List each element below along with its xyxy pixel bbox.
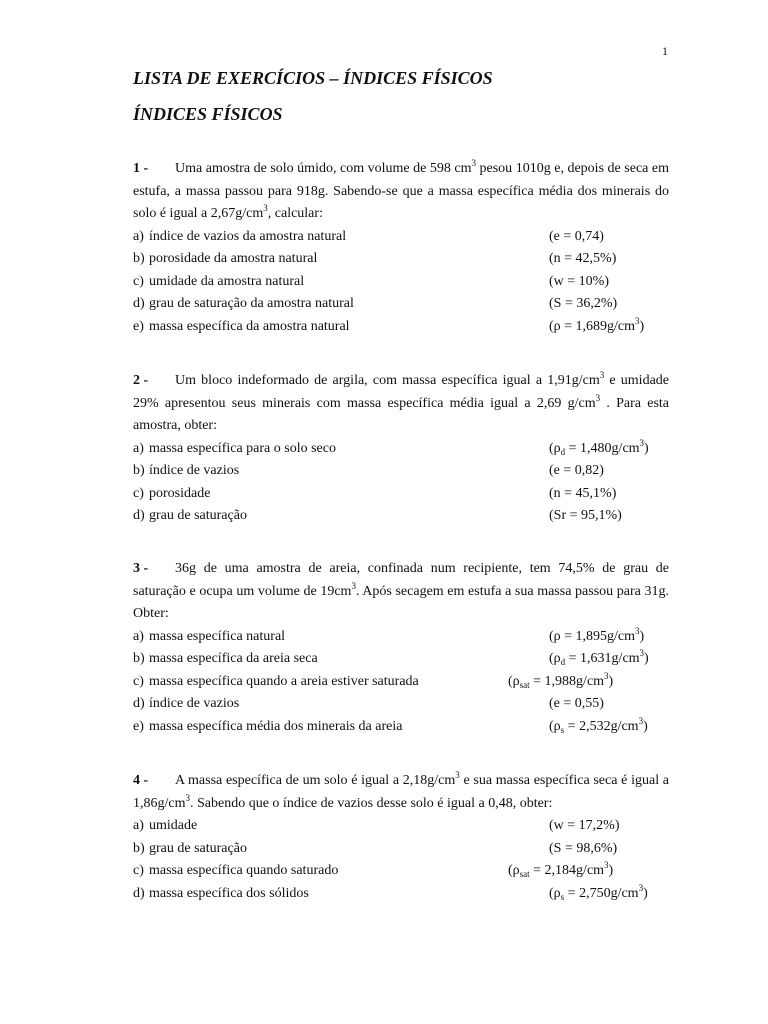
item-answer: $(\rho_{sat} = 2,184g/cm^3)$ — [508, 860, 614, 879]
item-text: porosidade — [149, 485, 211, 501]
item-answer: $(\rho = 1,895g/cm^3)$ — [549, 625, 645, 644]
question-item — [133, 483, 669, 506]
item-letter: e) — [133, 718, 144, 734]
question-item — [133, 838, 669, 861]
item-letter: b) — [133, 651, 145, 666]
item-letter: d) — [133, 696, 145, 711]
exercise-number: 4 - — [133, 773, 149, 788]
item-letter: d) — [133, 296, 145, 311]
item-answer: (w = 17,2%) — [549, 818, 620, 833]
question-item — [133, 226, 669, 249]
item-text: massa específica natural — [149, 628, 286, 644]
item-answer: $(\rho = 1,689g/cm^3)$ — [549, 315, 645, 334]
item-answer: (Sr = 95,1%) — [549, 508, 622, 523]
item-letter: a) — [133, 228, 144, 244]
item-answer: $(\rho_s = 2,750g/cm^3)$ — [549, 882, 648, 902]
item-text: índice de vazios — [149, 463, 240, 478]
item-letter: c) — [133, 863, 144, 878]
item-letter: c) — [133, 673, 144, 689]
item-letter: a) — [133, 440, 144, 456]
item-letter: c) — [133, 273, 144, 289]
exercise-statement — [133, 558, 669, 626]
exercise-statement — [133, 370, 669, 438]
item-letter: c) — [133, 485, 144, 501]
exercise-text: Uma amostra de solo úmido, com volume de 598 $cm^3$ pesou 1010g e, depois de seca em estufa, a massa passou para 918g. Sabendo-se que a massa específica média dos minerais do solo é igual a $2,67g/cm^3$, calcular: — [133, 158, 669, 221]
item-answer: $(\rho_d = 1,631g/cm^3)$ — [549, 648, 649, 667]
item-text: índice de vazios da amostra natural — [149, 228, 347, 244]
item-text: índice de vazios — [149, 696, 240, 711]
question-item — [133, 716, 669, 739]
item-letter: a) — [133, 628, 144, 644]
item-letter: a) — [133, 818, 144, 833]
item-text: massa específica média dos minerais da areia — [149, 718, 403, 734]
item-text: porosidade da amostra natural — [149, 251, 318, 266]
item-letter: e) — [133, 318, 144, 334]
item-letter: d) — [133, 508, 145, 523]
item-text: massa específica da amostra natural — [149, 318, 350, 334]
question-item — [133, 648, 669, 671]
item-text: massa específica dos sólidos — [149, 885, 309, 901]
question-item — [133, 293, 669, 316]
item-answer: (S = 98,6%) — [549, 840, 618, 856]
item-text: grau de saturação — [149, 840, 247, 856]
item-text: massa específica quando saturado — [149, 863, 339, 878]
item-answer: $(\rho_s = 2,532g/cm^3)$ — [549, 715, 648, 735]
question-item — [133, 693, 669, 716]
item-answer: (S = 36,2%) — [549, 296, 618, 311]
item-text: umidade — [149, 818, 198, 833]
item-answer: (n = 45,1%) — [549, 485, 617, 501]
question-item — [133, 860, 669, 883]
item-text: massa específica da areia seca — [149, 651, 318, 666]
section-title: ÍNDICES FÍSICOS — [133, 104, 283, 124]
item-letter: b) — [133, 463, 145, 478]
item-text: massa específica quando a areia estiver saturada — [149, 673, 419, 689]
question-item — [133, 438, 669, 461]
item-answer: (e = 0,82) — [549, 463, 604, 478]
exercise-text: 36g de uma amostra de areia, confinada num recipiente, tem 74,5% de grau de saturação e ocupa um volume de $19cm^3$. Após secagem em estufa a sua massa passou para 31g. Obter: — [133, 561, 669, 621]
question-item — [133, 815, 669, 838]
item-answer: (n = 42,5%) — [549, 251, 617, 266]
item-text: umidade da amostra natural — [149, 273, 305, 289]
question-item — [133, 316, 669, 339]
exercise-4 — [133, 770, 669, 905]
item-answer: $(\rho_d = 1,480g/cm^3)$ — [549, 437, 649, 457]
exercise-number: 1 - — [133, 161, 149, 176]
exercise-3 — [133, 558, 669, 738]
item-text: grau de saturação da amostra natural — [149, 296, 354, 311]
item-answer: (e = 0,55) — [549, 696, 604, 711]
exercise-text: Um bloco indeformado de argila, com massa específica igual a $1,91g/cm^3$ e umidade 29% apresentou seus minerais com massa específica média igual a 2,69 $g/cm^3$ . Para esta amostra, obter: — [133, 370, 669, 433]
item-answer: $(\rho_{sat} = 1,988g/cm^3)$ — [508, 670, 614, 690]
exercise-statement — [133, 770, 669, 815]
exercise-number: 3 - — [133, 561, 149, 576]
exercise-number: 2 - — [133, 373, 149, 388]
item-text: grau de saturação — [149, 508, 247, 523]
item-answer: (w = 10%) — [549, 273, 609, 289]
question-item — [133, 271, 669, 294]
document-title: LISTA DE EXERCÍCIOS – ÍNDICES FÍSICOS — [133, 68, 493, 88]
item-letter: b) — [133, 840, 145, 856]
question-item — [133, 505, 669, 528]
question-item — [133, 248, 669, 271]
exercise-statement — [133, 158, 669, 226]
page-number: 1 — [662, 44, 668, 58]
item-text: massa específica para o solo seco — [149, 440, 336, 456]
exercise-2 — [133, 370, 669, 528]
question-item — [133, 883, 669, 906]
item-answer: (e = 0,74) — [549, 228, 604, 244]
question-item — [133, 626, 669, 649]
question-item — [133, 460, 669, 483]
item-letter: d) — [133, 885, 145, 901]
question-item — [133, 671, 669, 694]
item-letter: b) — [133, 251, 145, 266]
exercise-1 — [133, 158, 669, 338]
exercise-text: A massa específica de um solo é igual a $2,18g/cm^3$ e sua massa específica seca é igual a $1,86g/cm^3$. Sabendo que o índice de vazios desse solo é igual a 0,48, obter: — [133, 770, 670, 811]
